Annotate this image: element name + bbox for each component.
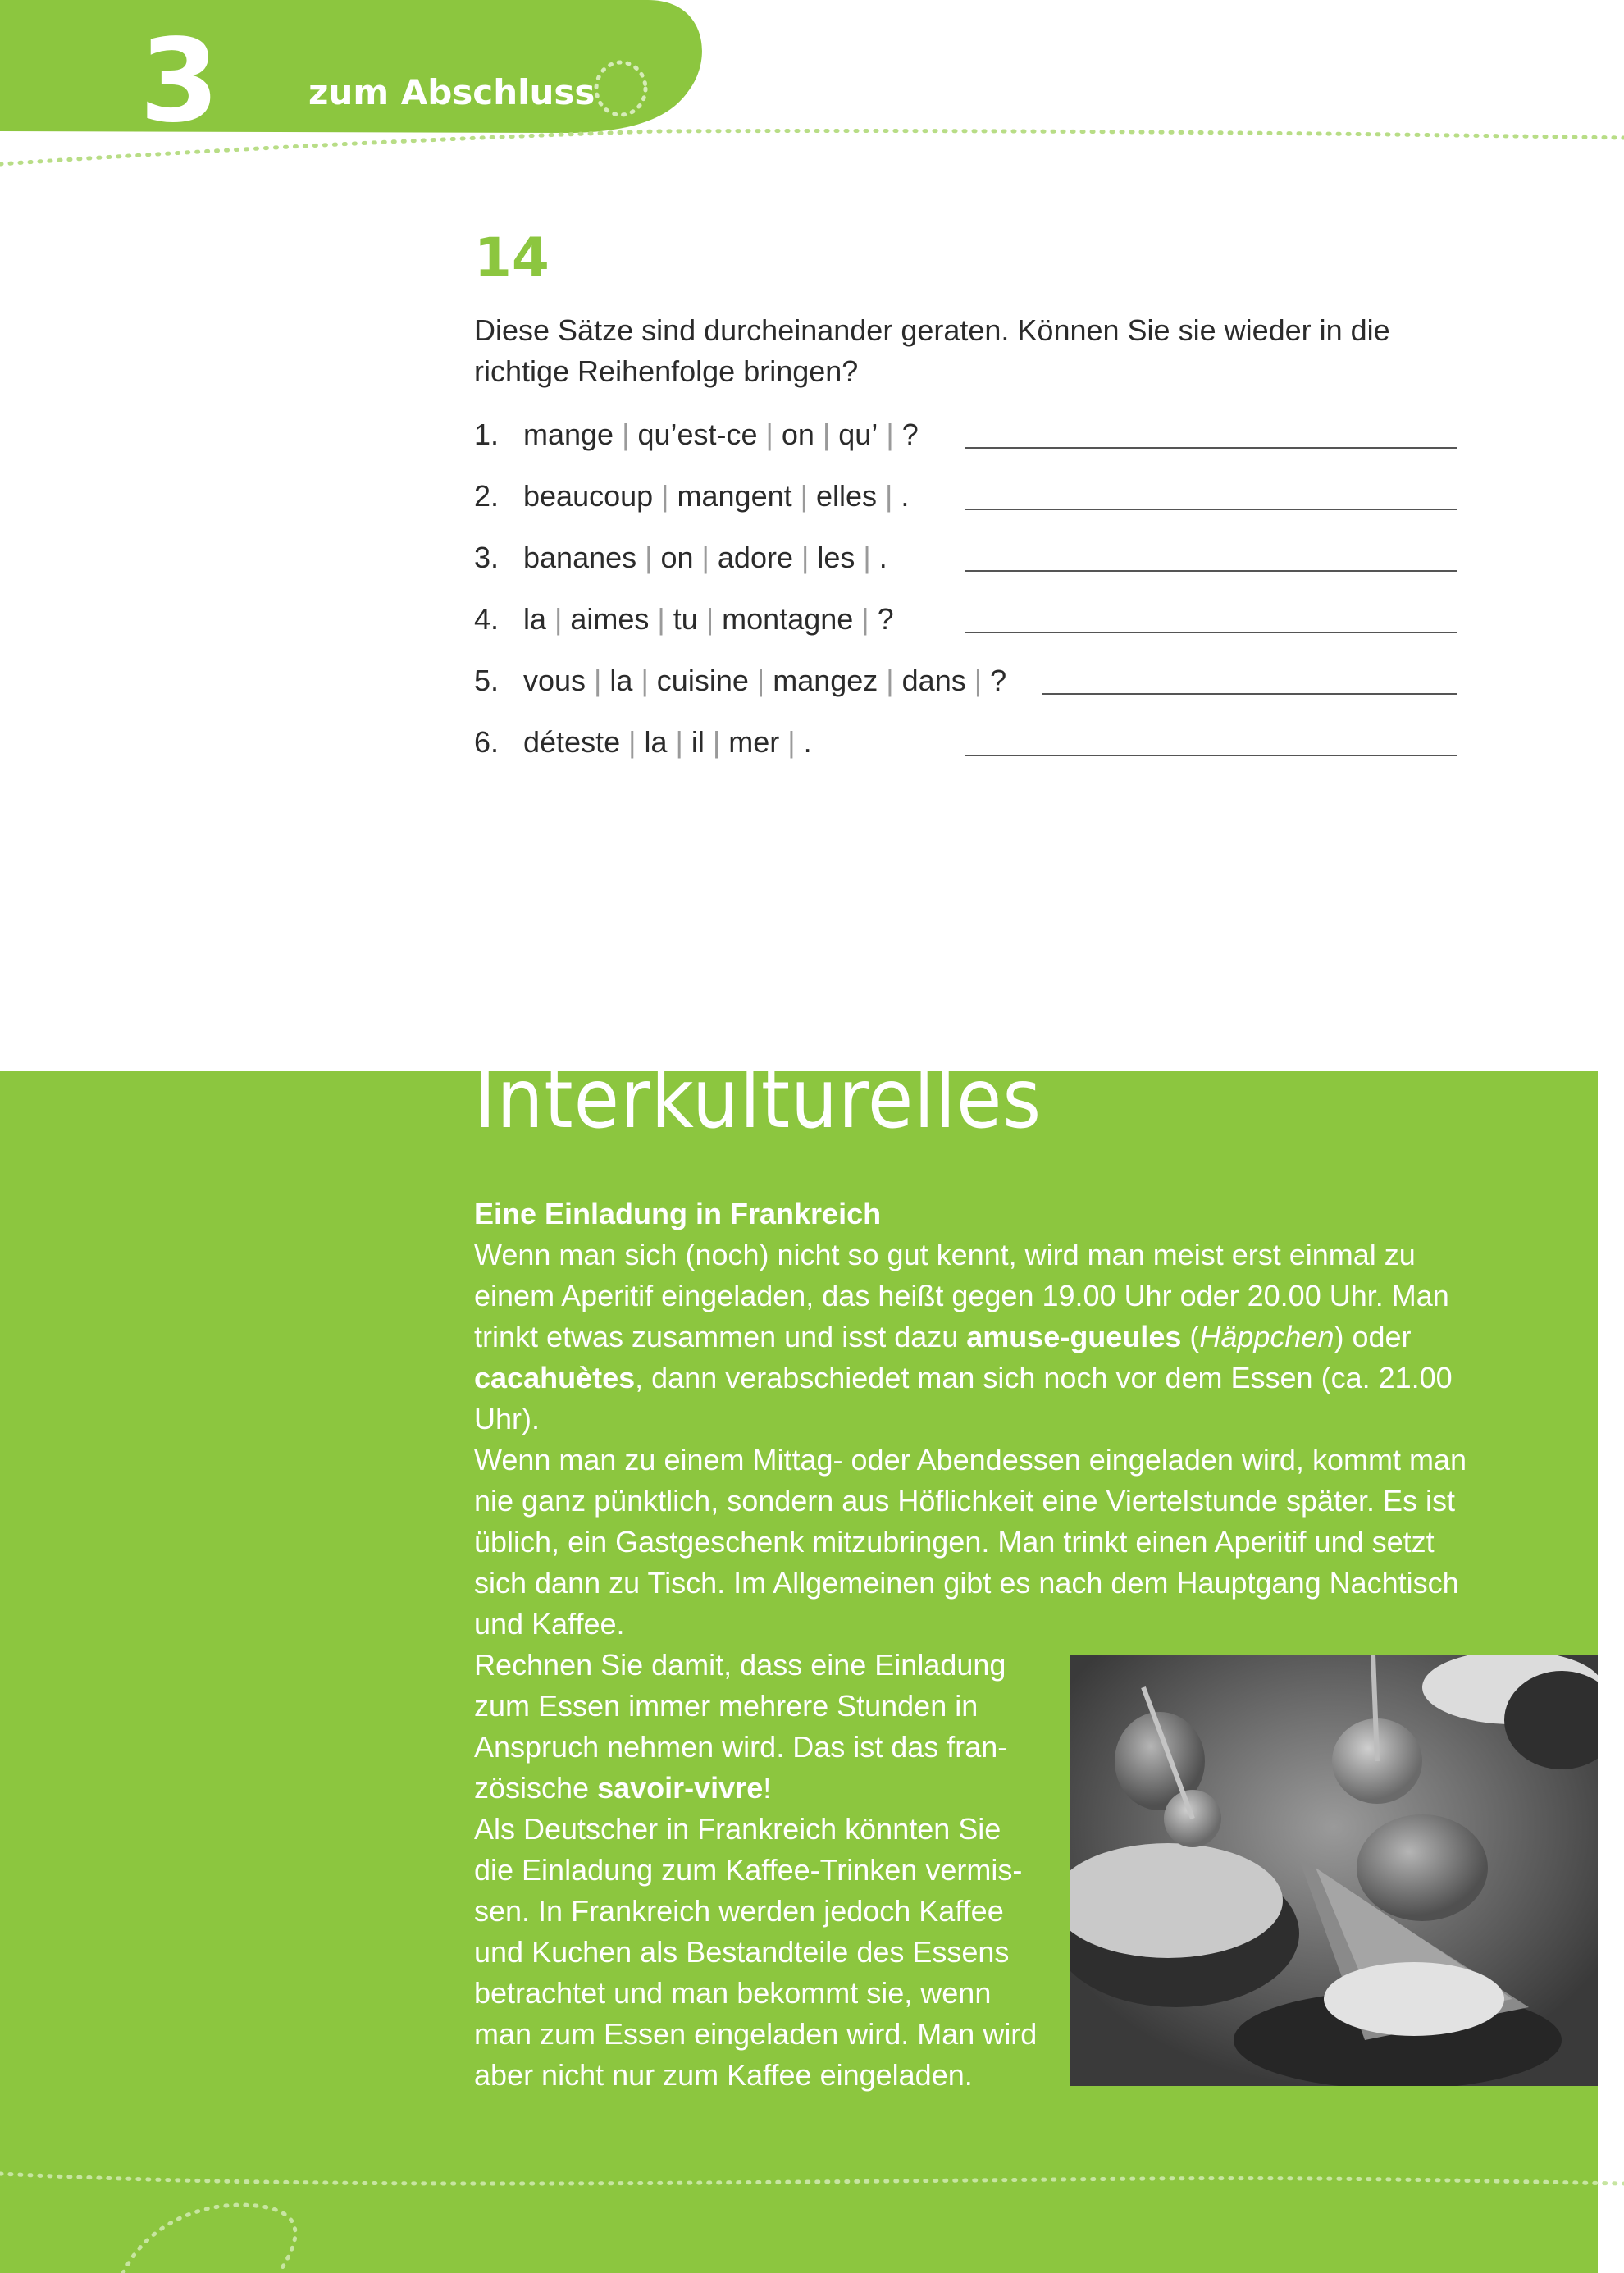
p1-bold-term-1: amuse-gueules xyxy=(966,1320,1182,1353)
scrambled-word: on xyxy=(781,418,814,451)
scrambled-word: vous xyxy=(523,664,586,697)
exercise-item-number: 4. xyxy=(474,602,500,636)
culture-subheading: Eine Einladung in Frankreich xyxy=(474,1197,882,1230)
exercise-instruction: Diese Sätze sind durcheinander geraten. Können Sie sie wieder in die richtige Reihenfolge bringen? xyxy=(474,313,1390,388)
word-separator: | xyxy=(661,479,669,513)
exercise-number: 14 xyxy=(474,226,550,290)
word-separator: | xyxy=(863,541,871,574)
culture-paragraph-3 xyxy=(474,1645,1048,1809)
word-separator: | xyxy=(861,602,869,636)
exercise-item-number: 1. xyxy=(474,418,500,451)
p1-text-a: Wenn man sich (noch) nicht so gut kennt, wird man meist erst einmal zu einem Aperitif eingeladen, das heißt gegen 19.00 Uhr oder 20.00 Uhr. Man trinkt etwas zusammen und isst dazu xyxy=(474,1238,1449,1353)
p3-bold-term: savoir-vivre xyxy=(597,1771,764,1805)
exercise-item-words xyxy=(523,414,919,455)
chapter-number: 3 xyxy=(139,15,220,148)
exercise-item-words xyxy=(523,722,812,763)
scrambled-word: tu xyxy=(673,602,698,636)
word-separator: | xyxy=(765,418,773,451)
word-separator: | xyxy=(641,664,649,697)
culture-paragraph-4: Als Deutscher in Frankreich könnten Sie die Einladung zum Kaffee-Trinken vermis-sen. In Frankreich werden jedoch Kaffee und Kuchen als Bestandteile des Essens betrachtet und man bekommt sie, wenn man zum Essen eingeladen wird. Man wird aber nicht nur zum Kaffee eingeladen. xyxy=(474,1812,1038,2092)
word-separator: | xyxy=(675,725,683,759)
word-separator: | xyxy=(712,725,721,759)
word-separator: | xyxy=(787,725,796,759)
scrambled-word: la xyxy=(644,725,668,759)
scrambled-word: beaucoup xyxy=(523,479,654,513)
culture-wrap-text xyxy=(474,1645,1048,2096)
exercise-item-number: 6. xyxy=(474,725,500,759)
exercise-item xyxy=(474,476,1467,517)
chapter-title: zum Abschluss xyxy=(308,72,595,112)
exercise-item-number: 2. xyxy=(474,479,500,513)
word-separator: | xyxy=(800,479,808,513)
word-separator: | xyxy=(822,418,831,451)
scrambled-word: elles xyxy=(815,479,878,513)
word-separator: | xyxy=(886,418,894,451)
exercise-item-number: 3. xyxy=(474,541,500,574)
scrambled-word: qu’est-ce xyxy=(637,418,758,451)
scrambled-word: qu’ xyxy=(838,418,878,451)
answer-line[interactable] xyxy=(1042,693,1457,695)
exercise-item xyxy=(474,722,1467,763)
word-separator: | xyxy=(705,602,714,636)
word-separator: | xyxy=(594,664,602,697)
p3-text-b: ! xyxy=(763,1771,772,1805)
exercise-item-words xyxy=(523,660,1006,701)
scrambled-word: aimes xyxy=(570,602,650,636)
culture-paragraph-1 xyxy=(474,1235,1491,1440)
scrambled-word: cuisine xyxy=(656,664,749,697)
scrambled-word: la xyxy=(523,602,547,636)
scrambled-word: . xyxy=(803,725,812,759)
p1-bold-term-2: cacahuètes xyxy=(474,1361,636,1394)
exercise-item-words xyxy=(523,599,894,640)
word-separator: | xyxy=(801,541,810,574)
scrambled-word: bananes xyxy=(523,541,637,574)
word-separator: | xyxy=(645,541,653,574)
exercise-item xyxy=(474,660,1467,701)
answer-line[interactable] xyxy=(965,755,1457,756)
word-separator: | xyxy=(886,664,894,697)
scrambled-word: mer xyxy=(728,725,780,759)
exercise-item xyxy=(474,414,1467,455)
p1-text-b: ( xyxy=(1181,1320,1200,1353)
scrambled-word: . xyxy=(901,479,910,513)
answer-line[interactable] xyxy=(965,570,1457,572)
word-separator: | xyxy=(628,725,636,759)
word-separator: | xyxy=(885,479,893,513)
exercise-item xyxy=(474,537,1467,578)
scrambled-word: dans xyxy=(901,664,966,697)
scrambled-word: mange xyxy=(523,418,614,451)
word-separator: | xyxy=(657,602,665,636)
word-separator: | xyxy=(701,541,709,574)
answer-line[interactable] xyxy=(965,509,1457,510)
footer-dotted-decoration xyxy=(0,2133,1624,2273)
word-separator: | xyxy=(554,602,563,636)
exercise-item-number: 5. xyxy=(474,664,500,697)
chapter-header-banner xyxy=(0,0,1624,180)
culture-body xyxy=(474,1194,1491,1645)
scrambled-word: ? xyxy=(990,664,1007,697)
scrambled-word: montagne xyxy=(722,602,854,636)
scrambled-word: on xyxy=(660,541,694,574)
appetizer-photo xyxy=(1070,1655,1598,2086)
scrambled-word: mangez xyxy=(773,664,878,697)
scrambled-word: déteste xyxy=(523,725,621,759)
p1-italic-term: Häppchen xyxy=(1199,1320,1334,1353)
word-separator: | xyxy=(622,418,630,451)
answer-line[interactable] xyxy=(965,447,1457,449)
p1-text-d: , dann verabschiedet man sich noch vor dem Essen (ca. 21.00 Uhr). xyxy=(474,1361,1453,1435)
exercise-item xyxy=(474,599,1467,640)
scrambled-word: ? xyxy=(877,602,894,636)
scrambled-word: ? xyxy=(901,418,919,451)
exercise-item-words xyxy=(523,537,887,578)
section-title: Interkulturelles xyxy=(474,1051,1042,1147)
word-separator: | xyxy=(974,664,983,697)
culture-paragraph-2: Wenn man zu einem Mittag- oder Abendessen eingeladen wird, kommt man nie ganz pünktlich, sondern aus Höflichkeit eine Viertelstunde später. Es ist üblich, ein Gastgeschenk mitzubringen. Man trinkt einen Aperitif und setzt sich dann zu Tisch. Im Allgemeinen gibt es nach dem Hauptgang Nachtisch und Kaffee. xyxy=(474,1443,1467,1641)
exercise-item-words xyxy=(523,476,909,517)
scrambled-word: . xyxy=(878,541,887,574)
p1-text-c: ) oder xyxy=(1334,1320,1412,1353)
scrambled-word: la xyxy=(609,664,633,697)
p3-text-a: Rechnen Sie damit, dass eine Einladung zum Essen immer mehrere Stunden in Anspruch nehmen wird. Das ist das fran-zösische xyxy=(474,1648,1008,1805)
scrambled-word: adore xyxy=(717,541,793,574)
word-separator: | xyxy=(756,664,765,697)
scrambled-word: mangent xyxy=(677,479,792,513)
scrambled-word: les xyxy=(817,541,855,574)
answer-line[interactable] xyxy=(965,632,1457,633)
scrambled-word: il xyxy=(691,725,705,759)
